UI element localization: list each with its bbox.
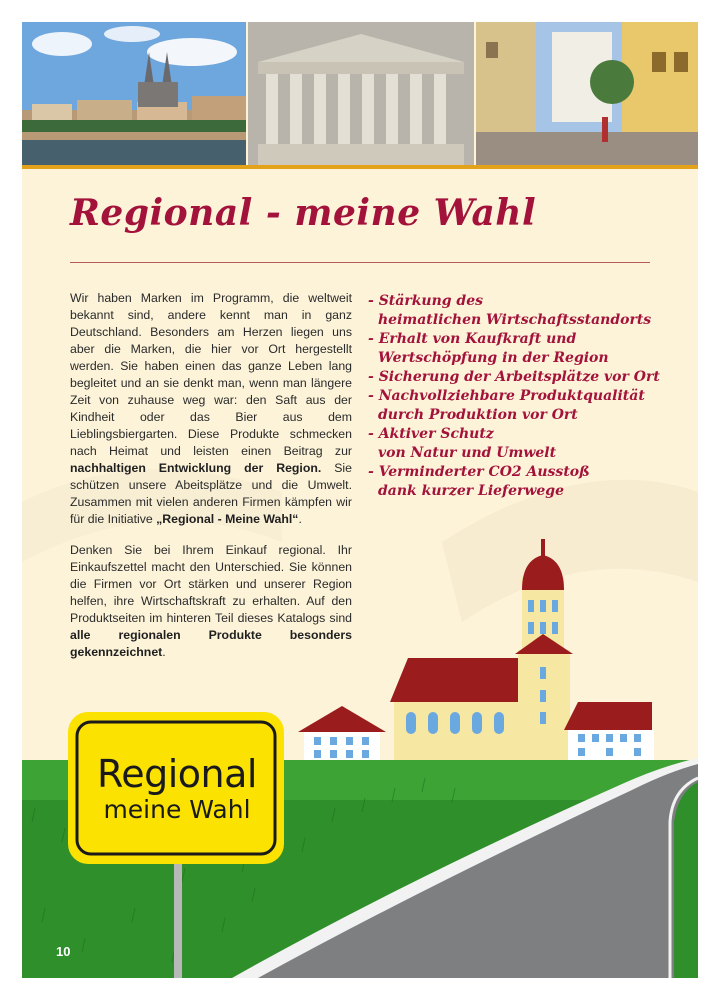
- benefit-item: - Nachvollziehbare Produktqualität durch Produktion vor Ort: [368, 387, 668, 425]
- page-number: 10: [56, 944, 71, 959]
- house-left: [298, 706, 386, 762]
- benefits-list: [368, 292, 668, 501]
- roadside-grass: [674, 782, 698, 978]
- benefit-item: - Erhalt von Kaufkraft und Wertschöpfung in der Region: [368, 330, 668, 368]
- benefit-item: - Verminderter CO2 Ausstoß dank kurzer Lieferwege: [368, 463, 668, 501]
- house-right: [564, 702, 654, 760]
- church-nave: [390, 658, 518, 760]
- benefit-item: - Stärkung des heimatlichen Wirtschaftsstandorts: [368, 292, 668, 330]
- sign-title: Regional: [97, 752, 257, 796]
- intro-paragraph-1: Wir haben Marken im Programm, die weltweit bekannt sind, andere kennt man in ganz Deutschland. Besonders am Herzen liegen uns aber die Marken, die hier vor Ort hergestellt werden. Sie haben einen das ganze Leben lang begleitet und an sie denkt man, wenn man längere Zeit von zuhause weg war: den Saft aus der Kindheit oder das Bier aus dem Lieblingsbiergarten. Diese Produkte schmecken nach Heimat und leisten einen Beitrag zur nachhaltigen Entwicklung der Region. Sie schützen unsere Abeitsplätze und die Umwelt. Zusammen mit vielen anderen Firmen kämpfen wir für die Initiative „Regional - Meine Wahl“.: [70, 291, 352, 526]
- benefit-item: - Sicherung der Arbeitsplätze vor Ort: [368, 368, 668, 387]
- title-divider: [70, 262, 650, 263]
- benefit-item: - Aktiver Schutz von Natur und Umwelt: [368, 425, 668, 463]
- page-title: Regional - meine Wahl: [70, 192, 537, 234]
- sign-subtitle: meine Wahl: [103, 795, 251, 824]
- intro-paragraph-2: Denken Sie bei Ihrem Einkauf regional. Ihr Einkaufszettel macht den Unterschied. Sie können die Firmen vor Ort stärken und unserer Region helfen, ihre Wirtschaftskraft zu erhalten. Auf den Produktseiten im hinteren Teil dieses Katalogs sind alle regionalen Produkte besonders gekennzeichnet.: [70, 543, 352, 659]
- intro-text: [70, 290, 352, 675]
- background-swirl: [442, 480, 698, 622]
- catalog-page: [22, 22, 698, 978]
- sign-post: [174, 860, 182, 978]
